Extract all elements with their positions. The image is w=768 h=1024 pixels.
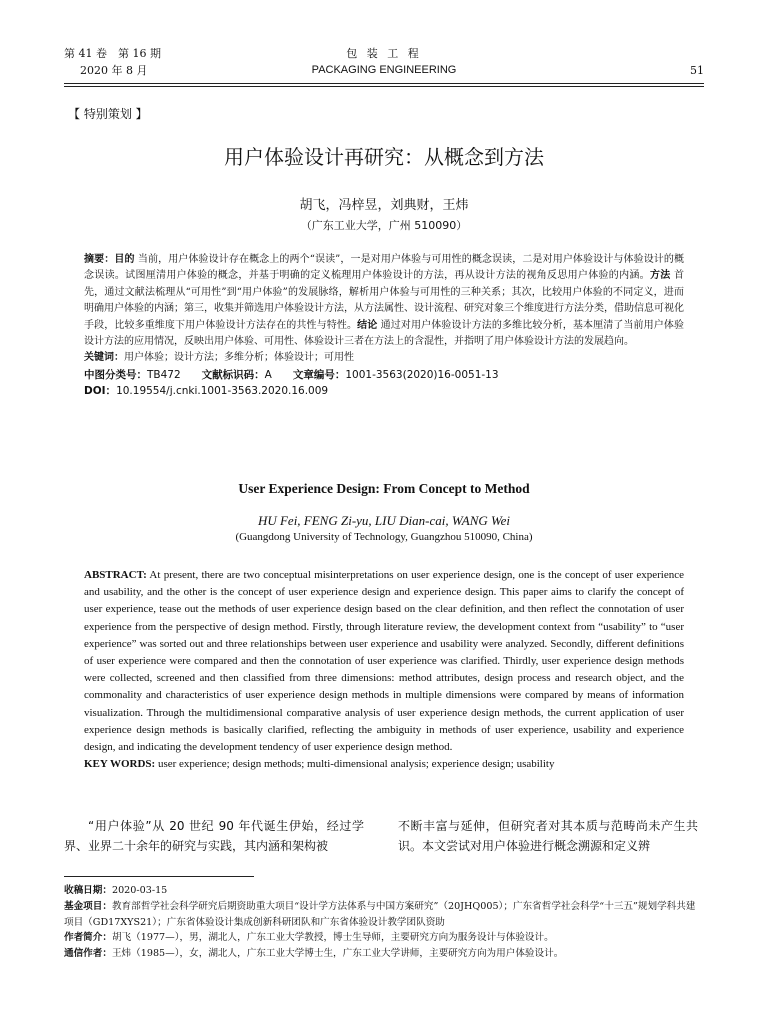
received-label: 收稿日期： (64, 885, 112, 896)
fund-note (64, 899, 704, 931)
fund-label: 基金项目： (64, 900, 112, 912)
method-text: 首先，通过文献法梳理从“可用性”到“用户体验”的发展脉络，解析用户体验与可用性的三种关系；其次，比较用户体验的不同定义，进而明确用户体验的内涵；第三，收集并筛选用户体验设计方法，从方法属性、设计流程、研究对象三个维度进行方法分类，借助信息可视化手段，比较多重维度下用户体验设计方法存在的共性与特性。 (84, 270, 685, 331)
abstract-en (84, 567, 684, 773)
received-date (64, 883, 704, 899)
classification-line (84, 367, 684, 383)
doc-code-label: 文献标识码： (201, 368, 265, 381)
keywords-cn-text: 用户体验；设计方法；多维分析；体验设计；可用性 (124, 352, 354, 364)
corr-text: 王炜（1985—），女，湖北人，广东工业大学博士生，广东工业大学讲师，主要研究方向为用户体验设计。 (111, 948, 564, 960)
journal-name-en: PACKAGING ENGINEERING (311, 64, 457, 76)
keywords-label-en: KEY WORDS: (84, 758, 156, 771)
author-text: 胡飞（1977—），男，湖北人，广东工业大学教授，博士生导师，主要研究方向为服务设计与体验设计。 (111, 932, 554, 944)
keywords-en-text: user experience; design methods; multi-dimensional analysis; experience design; usability (155, 758, 555, 771)
correspondence-note (64, 946, 704, 962)
journal-name-cn: 包 装 工 程 (346, 47, 422, 60)
conclusion-label: 结论 (357, 319, 378, 331)
fund-text: 教育部哲学社会科学研究后期资助重大项目“设计学方法体系与中国方案研究”（20JHQ005）；广东省哲学社会科学“十三五”规划学科共建项目（GD17XYS21）；广东省体验设计集成创新科研团队和广东省体验设计教学团队资助 (64, 900, 696, 928)
footnotes (64, 883, 704, 962)
page-number: 51 (690, 64, 704, 77)
article-title-en: User Experience Design: From Concept to Method (238, 481, 530, 496)
purpose-label: 目的 (114, 254, 135, 265)
purpose-text: 当前，用户体验设计存在概念上的两个“误读”，一是对用户体验与可用性的概念误读，二是对用户体验设计与体验设计的概念误读。试图厘清用户体验的概念，并基于明确的定义梳理用户体验设计的方法，再从设计方法的视角反思用户体验的内涵。 (84, 254, 685, 282)
doi-line (84, 383, 684, 399)
keywords-label-cn: 关键词： (84, 352, 124, 364)
article-title-cn: 用户体验设计再研究：从概念到方法 (224, 145, 544, 169)
affiliation-en: (Guangdong University of Technology, Guangzhou 510090, China) (235, 531, 533, 543)
corr-label: 通信作者： (64, 948, 112, 960)
abstract-label-cn: 摘要： (84, 254, 115, 265)
footnote-rule (64, 876, 254, 877)
abstract-cn (84, 252, 684, 400)
keywords-en (84, 756, 684, 773)
abstract-en-body (84, 567, 684, 756)
article-no-value: 1001-3563(2020)16-0051-13 (345, 368, 499, 381)
authors-cn: 胡飞，冯梓昱，刘典财，王炜 (299, 198, 469, 213)
author-label: 作者简介： (64, 932, 112, 944)
received-value: 2020-03-15 (111, 885, 168, 896)
method-label: 方法 (649, 270, 671, 282)
doi-value: 10.19554/j.cnki.1001-3563.2020.16.009 (116, 385, 329, 398)
doi-label: DOI： (84, 385, 117, 398)
abstract-cn-body (84, 252, 684, 350)
issue-date: 2020 年 8 月 (80, 64, 148, 77)
body-column-right: 不断丰富与延伸，但研究者对其本质与范畴尚未产生共识。本文尝试对用户体验进行概念溯源和定义辨 (398, 819, 698, 853)
article-no-label: 文章编号： (292, 368, 346, 381)
abstract-en-text: At present, there are two conceptual misinterpretations on user experience design, one is the concept of user experience and usability, and the other is the concept of user experience design and experience design. This paper aims to clarify the concept of user experience, tease out the methods of user experience design based on the clear definition, and then reflect the connotation of user experience from the perspective of design method. Firstly, through literature review, the development context from “usability” to “user experience” was sorted out and three relationships between user experience and usability were analyzed. Secondly, different definitions of user experience were compared and then the connotation of user experience was clarified. Thirdly, user experience design methods were collected, screened and then classified from three dimensions: method attributes, design process and research object, and the commonality and characteristics of user experience design methods in multiple dimensions were compared by means of information visualization. Through the multidimensional comparative analysis of user experience design methods, the current application of user experience design methods is basically clarified, reflecting the ambiguity in methods of user experience, usability and experience design, and indicating the development tendency of user experience design method. (84, 569, 684, 754)
abstract-label-en: ABSTRACT: (84, 569, 147, 581)
header-rule (64, 83, 704, 84)
author-note (64, 930, 704, 946)
body-column-left: “用户体验”从 20 世纪 90 年代诞生伊始，经过学界、业界二十余年的研究与实践，其内涵和架构被 (64, 819, 364, 853)
clc-value: TB472 (147, 368, 181, 381)
doc-code-value: A (264, 368, 272, 381)
keywords-cn (84, 350, 684, 366)
affiliation-cn: （广东工业大学，广州 510090） (300, 219, 468, 232)
section-label: 【 特别策划 】 (68, 107, 148, 121)
volume-issue: 第 41 卷 第 16 期 (64, 47, 161, 60)
authors-en: HU Fei, FENG Zi-yu, LIU Dian-cai, WANG Wei (257, 513, 511, 528)
conclusion-text: 通过对用户体验设计方法的多维比较分析，基本厘清了当前用户体验设计方法的应用情况，反映出用户体验、可用性、体验设计三者在方法上的含混性，并指明了用户体验设计方法的发展趋向。 (84, 319, 685, 348)
header-rule-thin (64, 86, 704, 87)
clc-label: 中图分类号： (84, 368, 147, 381)
running-header (64, 46, 704, 86)
